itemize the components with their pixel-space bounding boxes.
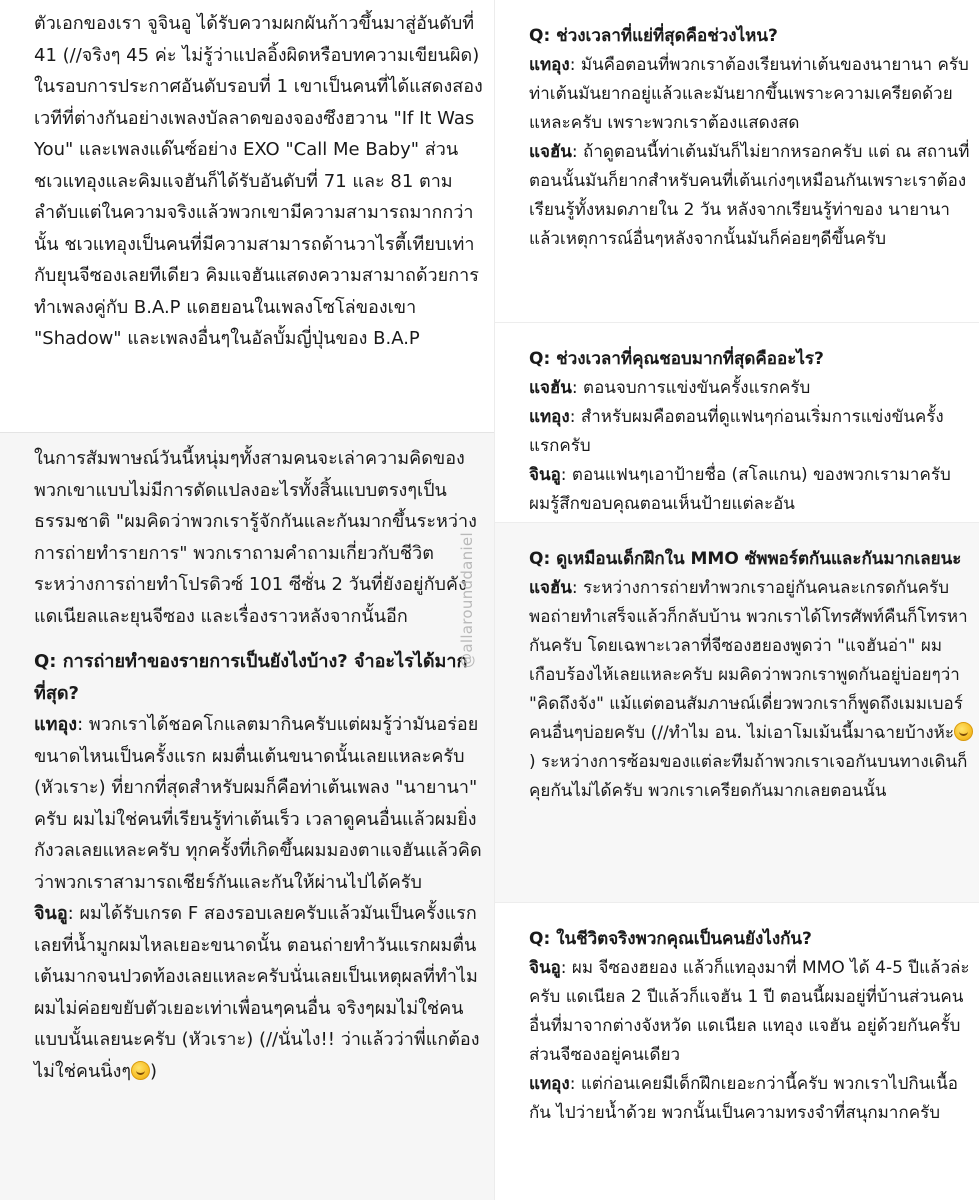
answer-text: : ตอนแฟนๆเอาป้ายชื่อ (สโลแกน) ของพวกเรามาครับ ผมรู้สึกขอบคุณตอนเห็นป้ายแต่ละอัน (529, 465, 951, 514)
answer-1-taewoong (34, 709, 486, 898)
answer-3-jinwoo (529, 461, 974, 519)
question-5: Q: ในชีวิตจริงพวกคุณเป็นคนยังไงกัน? (529, 929, 812, 949)
question-2: Q: ช่วงเวลาที่แย่ที่สุดคือช่วงไหน? (529, 26, 778, 46)
answer-text-end: ) ระหว่างการซ้อมของแต่ละทีมถ้าพวกเราเจอกันบนทางเดินก็คุยกันไม่ได้ครับ พวกเราเครียดกันมากเลยตอนนั้น (529, 752, 968, 801)
smirk-emoji-icon (954, 722, 973, 741)
laughing-emoji-icon (131, 1061, 150, 1080)
answer-text: : ผม จีซองฮยอง แล้วก็แทอุงมาที่ MMO ได้ 4-5 ปีแล้วล่ะครับ แดเนียล 2 ปีแล้วก็แจฮัน 1 ปี ตอนนี้ผมอยู่ที่บ้านส่วนคนอื่นที่มาจากต่างจังหวัด แดเนียล แทอุง แจฮัน อยู่ด้วยกันครั้บ ส่วนจีซองอยู่คนเดียว (529, 958, 970, 1065)
interview-panel-left (0, 432, 494, 1200)
answer-5-jinwoo (529, 954, 974, 1070)
answer-text: : มันคือตอนที่พวกเราต้องเรียนท่าเต้นของนายานา ครับ ท่าเต้นมันยากอยู่แล้วและมันยากขึ้นเพราะความเครียดด้วยแหละครับ เพราะพวกเราต้องแสดงสด (529, 55, 969, 133)
answer-2-jaehan (529, 138, 974, 254)
answer-2-taewoong (529, 51, 974, 138)
answer-3-taewoong (529, 403, 974, 461)
speaker-label: จินอู (529, 465, 561, 485)
speaker-label: แทอุง (529, 1074, 570, 1094)
qa-block-5 (495, 902, 979, 1200)
intro2-paragraph: ในการสัมพาษณ์วันนี้หนุ่มๆทั้งสามคนจะเล่าความคิดของพวกเขาแบบไม่มีการดัดแปลงอะไรทั้งสิ้นแบบตรงๆเป็นธรรมชาติ "ผมคิดว่าพวกเรารู้จักกันและกันมากขึ้นระหว่างการถ่ายทำรายการ" พวกเราถามคำถามเกี่ยวกับชีวิตระหว่างการถ่ายทำโปรดิวซ์ 101 ซีซั่น 2 วันที่ยังอยู่กับคังแดเนียลและยุนจีซอง และเรื่องราวหลังจากนั้นอีก (34, 448, 477, 627)
answer-text: : ระหว่างการถ่ายทำพวกเราอยู่กันคนละเกรดกันครับ พอถ่ายทำเสร็จแล้วก็กลับบ้าน พวกเราได้โทรศัพท์คืนก็โทรหากันครับ โดยเฉพาะเวลาที่จีซองฮยองพูดว่า "แจฮันอ่า" ผมเกือบร้องไห้เลยแหละครับ ผมคิดว่าพวกเราพูดกันอยู่บ่อยๆว่า "คิดถึงจัง" แม้แต่ตอนสัมภาษณ์เดี่ยวพวกเราก็พูดถึงเมมเบอร์คนอื่นๆบ่อยครับ (//ทำไม อน. ไม่เอาโมเม้นนี้มาฉายบ้างห้ะ (529, 578, 968, 743)
speaker-label: แจฮัน (529, 378, 572, 398)
right-column (494, 0, 979, 1200)
qa-block-3 (495, 322, 979, 522)
speaker-label: จินอู (529, 958, 561, 978)
answer-3-jaehan (529, 374, 974, 403)
watermark: @allarounddaniel (458, 532, 476, 668)
answer-text: : ผมได้รับเกรด F สองรอบเลยครับแล้วมันเป็นครั้งแรกเลยที่น้ำมูกผมไหลเยอะขนาดนั้น ตอนถ่ายทำวันแรกผมตื่นเต้นมากจนปวดท้องเลยแหละครับนั่นเลยเป็นเหตุผลที่ทำไมผมไม่ค่อยขยับตัวเยอะเท่าเพื่อนๆคนอื่น จริงๆผมไม่ใช่คนแบบนั้นเลยนะครับ (หัวเราะ) (//นั่นไง!! ว่าแล้วว่าพี่แกต้องไม่ใช่คนนิ่งๆ (34, 903, 480, 1082)
intro-panel (0, 0, 494, 432)
speaker-label: แทอุง (34, 714, 78, 735)
speaker-label: แทอุง (529, 55, 570, 75)
answer-4-jaehan (529, 574, 974, 806)
question-3: Q: ช่วงเวลาที่คุณชอบมากที่สุดคืออะไร? (529, 349, 824, 369)
answer-1-jinwoo (34, 898, 486, 1087)
answer-text: : สำหรับผมคือตอนที่ดูแฟนๆก่อนเริ่มการแข่งขันครั้งแรกครับ (529, 407, 944, 456)
qa-block-4 (495, 522, 979, 902)
answer-text: : ถ้าดูตอนนี้ท่าเต้นมันก็ไม่ยากหรอกครับ แต่ ณ สถานที่ตอนนั้นมันก็ยากสำหรับคนที่เต้นเก่งๆเหมือนกันเพราะเราต้องเรียนรู้ทั้งหมดภายใน 2 วัน หลังจากเรียนรู้ท่าของ นายานา แล้วเหตุการณ์อื่นๆหลังจากนั้นมันก็ค่อยๆดีขึ้นครับ (529, 142, 970, 249)
question-1: Q: การถ่ายทำของรายการเป็นยังไงบ้าง? จำอะไรได้มากที่สุด? (34, 651, 468, 704)
answer-text: : แต่ก่อนเคยมีเด็กฝึกเยอะกว่านี้ครับ พวกเราไปกินเนื้อกัน ไปว่ายน้ำด้วย พวกนั้นเป็นความทรงจำที่สนุกมากครับ (529, 1074, 958, 1123)
answer-5-taewoong (529, 1070, 974, 1128)
intro-paragraph: ตัวเอกของเรา จูจินอู ได้รับความผกผันก้าวขึ้นมาสู่อันดับที่ 41 (//จริงๆ 45 ค่ะ ไม่รู้ว่าแปลอิ้งผิดหรือบทความเขียนผิด) ในรอบการประกาศอันดับรอบที่ 1 เขาเป็นคนที่ได้แสดงสองเวทีที่ต่างกันอย่างเพลงบัลลาดของจองซึงฮวาน "If It Was You" และเพลงแด๊นซ์อย่าง EXO "Call Me Baby" ส่วนชเวแทอุงและคิมแจฮันก็ได้รับอันดับที่ 71 และ 81 ตามลำดับแต่ในความจริงแล้วพวกเขามีความสามารถมากกว่านั้น ชเวแทอุงเป็นคนที่มีความสามารถด้านวาไรตี้เทียบเท่ากับยุนจีซองเลยทีเดียว คิมแจฮันแสดงความสามาถด้วยการทำเพลงคู่กับ B.A.P แดฮยอนในเพลงโซโล่ของเขา "Shadow" และเพลงอื่นๆในอัลบั้มญี่ปุ่นของ B.A.P (34, 13, 483, 349)
answer-text-end: ) (150, 1060, 158, 1082)
speaker-label: แจฮัน (529, 142, 572, 162)
speaker-label: จินอู (34, 903, 68, 924)
answer-text: : พวกเราได้ชอคโกแลตมากินครับแต่ผมรู้ว่ามันอร่อยขนาดไหนเป็นครั้งแรก ผมตื่นเต้นขนาดนั้นเลยแหละครับ (หัวเราะ) ที่ยากที่สุดสำหรับผมก็คือท่าเต้นเพลง "นายานา" ครับ ผมไม่ใช่คนที่เรียนรู้ท่าเต้นเร็ว เวลาดูคนอื่นแล้วผมยิ่งกังวลเลยแหละครับ ทุกครั้งที่เกิดขึ้นผมมองตาแจฮันแล้วคิดว่าพวกเราสามารถเชียร์กันและกันให้ผ่านไปได้ครับ (34, 714, 482, 893)
speaker-label: แจฮัน (529, 578, 572, 598)
answer-text: : ตอนจบการแข่งขันครั้งแรกครับ (571, 378, 811, 398)
question-4: Q: ดูเหมือนเด็กฝึกใน MMO ซัพพอร์ตกันและกันมากเลยนะ (529, 549, 962, 569)
qa-block-2 (495, 0, 979, 322)
speaker-label: แทอุง (529, 407, 570, 427)
